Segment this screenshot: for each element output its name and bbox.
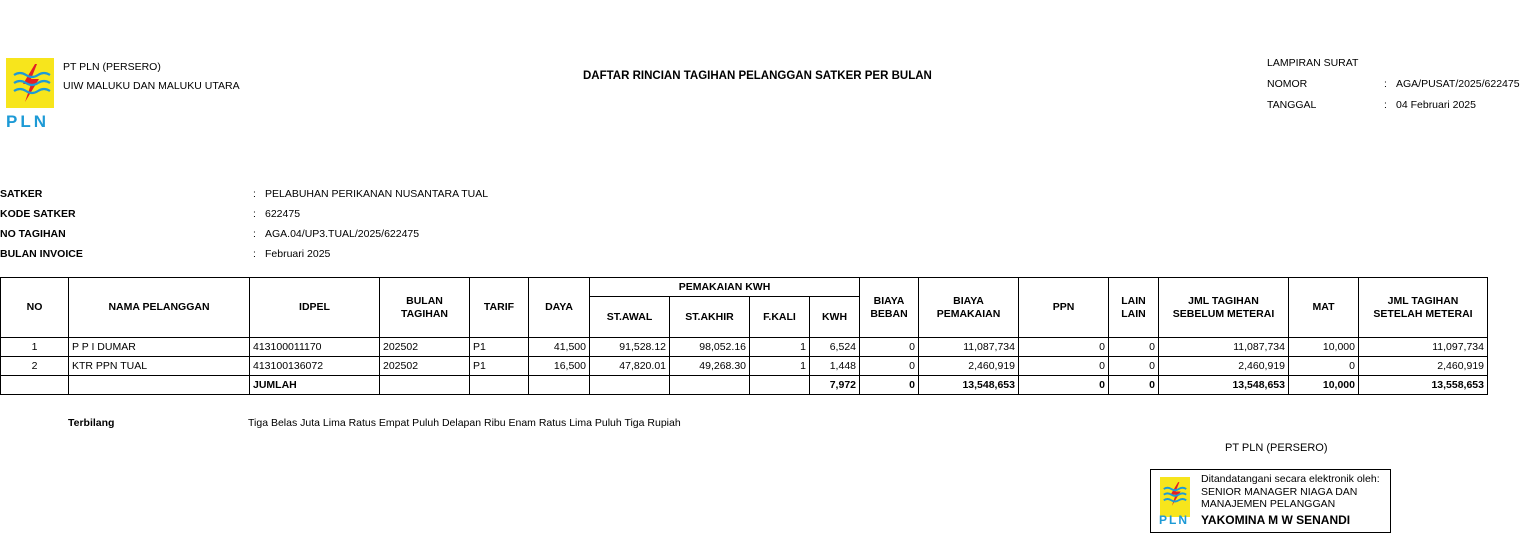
bulan-invoice-value: Februari 2025 [265,248,331,260]
nomor-value: AGA/PUSAT/2025/622475 [1396,78,1520,90]
separator: : [253,188,256,200]
cell-jml-sebelum: 2,460,919 [1159,357,1289,376]
total-mat: 10,000 [1289,376,1359,395]
company-block [63,58,240,96]
no-tagihan-value: AGA.04/UP3.TUAL/2025/622475 [265,228,420,240]
cell-f-kali: 1 [750,338,810,357]
signature-line-3: MANAJEMEN PELANGGAN [1201,498,1336,510]
separator: : [253,248,256,260]
separator: : [253,228,256,240]
cell-empty [670,376,750,395]
cell-jml-setelah: 2,460,919 [1359,357,1488,376]
cell-idpel: 413100136072 [250,357,380,376]
cell-st-akhir: 98,052.16 [670,338,750,357]
separator: : [1384,99,1387,111]
total-ppn: 0 [1019,376,1109,395]
signature-lines [1201,473,1380,511]
col-f-kali: F.KALI [750,297,810,338]
company-name: PT PLN (PERSERO) [63,61,161,73]
kode-satker-label: KODE SATKER [0,208,76,220]
total-row [1,376,1488,395]
cell-empty [750,376,810,395]
cell-empty [69,376,250,395]
cell-empty [529,376,590,395]
col-mat: MAT [1289,278,1359,338]
e-signature-box [1150,469,1391,533]
terbilang-text: Tiga Belas Juta Lima Ratus Empat Puluh Delapan Ribu Enam Ratus Lima Puluh Tiga Rupiah [248,417,681,429]
satker-value: PELABUHAN PERIKANAN NUSANTARA TUAL [265,188,489,200]
col-no: NO [1,278,69,338]
info-values [253,184,488,264]
col-daya: DAYA [529,278,590,338]
separator: : [253,208,256,220]
col-biaya-beban: BIAYA BEBAN [860,278,919,338]
cell-lain: 0 [1109,338,1159,357]
tanggal-value: 04 Februari 2025 [1396,99,1476,111]
lampiran-values [1384,53,1520,116]
total-jml-setelah: 13,558,653 [1359,376,1488,395]
signature-line-1: Ditandatangani secara elektronik oleh: [1201,473,1380,485]
cell-tarif: P1 [470,357,529,376]
pln-logo-text: PLN [1159,513,1189,527]
cell-biaya-pemakaian: 2,460,919 [919,357,1019,376]
cell-no: 2 [1,357,69,376]
pln-logo [4,58,54,132]
col-nama-pelanggan: NAMA PELANGGAN [69,278,250,338]
document-title: DAFTAR RINCIAN TAGIHAN PELANGGAN SATKER PER BULAN [583,70,932,82]
cell-bulan: 202502 [380,338,470,357]
cell-mat: 10,000 [1289,338,1359,357]
cell-lain: 0 [1109,357,1159,376]
col-jml-sebelum-meterai: JML TAGIHAN SEBELUM METERAI [1159,278,1289,338]
col-tarif: TARIF [470,278,529,338]
total-label: JUMLAH [250,376,380,395]
tanggal-label: TANGGAL [1267,99,1317,111]
signature-company: PT PLN (PERSERO) [1225,442,1328,454]
cell-nama: P P I DUMAR [69,338,250,357]
total-biaya-pemakaian: 13,548,653 [919,376,1019,395]
company-unit: UIW MALUKU DAN MALUKU UTARA [63,80,240,92]
cell-jml-setelah: 11,097,734 [1359,338,1488,357]
cell-biaya-pemakaian: 11,087,734 [919,338,1019,357]
signer-name: YAKOMINA M W SENANDI [1201,513,1351,527]
cell-kwh: 1,448 [810,357,860,376]
cell-bulan: 202502 [380,357,470,376]
cell-empty [590,376,670,395]
cell-idpel: 413100011170 [250,338,380,357]
col-idpel: IDPEL [250,278,380,338]
separator: : [1384,78,1387,90]
cell-biaya-beban: 0 [860,357,919,376]
col-lain-lain: LAIN LAIN [1109,278,1159,338]
cell-st-akhir: 49,268.30 [670,357,750,376]
cell-biaya-beban: 0 [860,338,919,357]
bulan-invoice-label: BULAN INVOICE [0,248,83,260]
cell-jml-sebelum: 11,087,734 [1159,338,1289,357]
pln-lightning-icon [6,58,54,108]
col-jml-setelah-meterai: JML TAGIHAN SETELAH METERAI [1359,278,1488,338]
pln-lightning-icon [1160,477,1190,517]
col-bulan-tagihan: BULAN TAGIHAN [380,278,470,338]
col-pemakaian-kwh: PEMAKAIAN KWH [590,278,860,297]
total-lain: 0 [1109,376,1159,395]
cell-f-kali: 1 [750,357,810,376]
cell-kwh: 6,524 [810,338,860,357]
cell-ppn: 0 [1019,357,1109,376]
cell-empty [380,376,470,395]
col-biaya-pemakaian: BIAYA PEMAKAIAN [919,278,1019,338]
cell-tarif: P1 [470,338,529,357]
nomor-label: NOMOR [1267,78,1308,90]
cell-empty [1,376,69,395]
cell-mat: 0 [1289,357,1359,376]
col-ppn: PPN [1019,278,1109,338]
cell-ppn: 0 [1019,338,1109,357]
kode-satker-value: 622475 [265,208,301,220]
cell-st-awal: 91,528.12 [590,338,670,357]
info-labels [0,184,83,264]
cell-no: 1 [1,338,69,357]
col-kwh: KWH [810,297,860,338]
total-jml-sebelum: 13,548,653 [1159,376,1289,395]
satker-label: SATKER [0,188,43,200]
cell-empty [470,376,529,395]
total-kwh: 7,972 [810,376,860,395]
cell-nama: KTR PPN TUAL [69,357,250,376]
pln-logo-text: PLN [6,112,49,131]
table-row [1,357,1488,376]
signature-line-2: SENIOR MANAGER NIAGA DAN [1201,485,1358,498]
lampiran-label: LAMPIRAN SURAT [1267,57,1359,69]
cell-daya: 41,500 [529,338,590,357]
terbilang-label: Terbilang [68,417,115,429]
col-st-akhir: ST.AKHIR [670,297,750,338]
cell-st-awal: 47,820.01 [590,357,670,376]
cell-daya: 16,500 [529,357,590,376]
col-st-awal: ST.AWAL [590,297,670,338]
total-biaya-beban: 0 [860,376,919,395]
no-tagihan-label: NO TAGIHAN [0,228,66,240]
lampiran-labels [1267,53,1358,116]
billing-table [0,277,1488,395]
table-row [1,338,1488,357]
